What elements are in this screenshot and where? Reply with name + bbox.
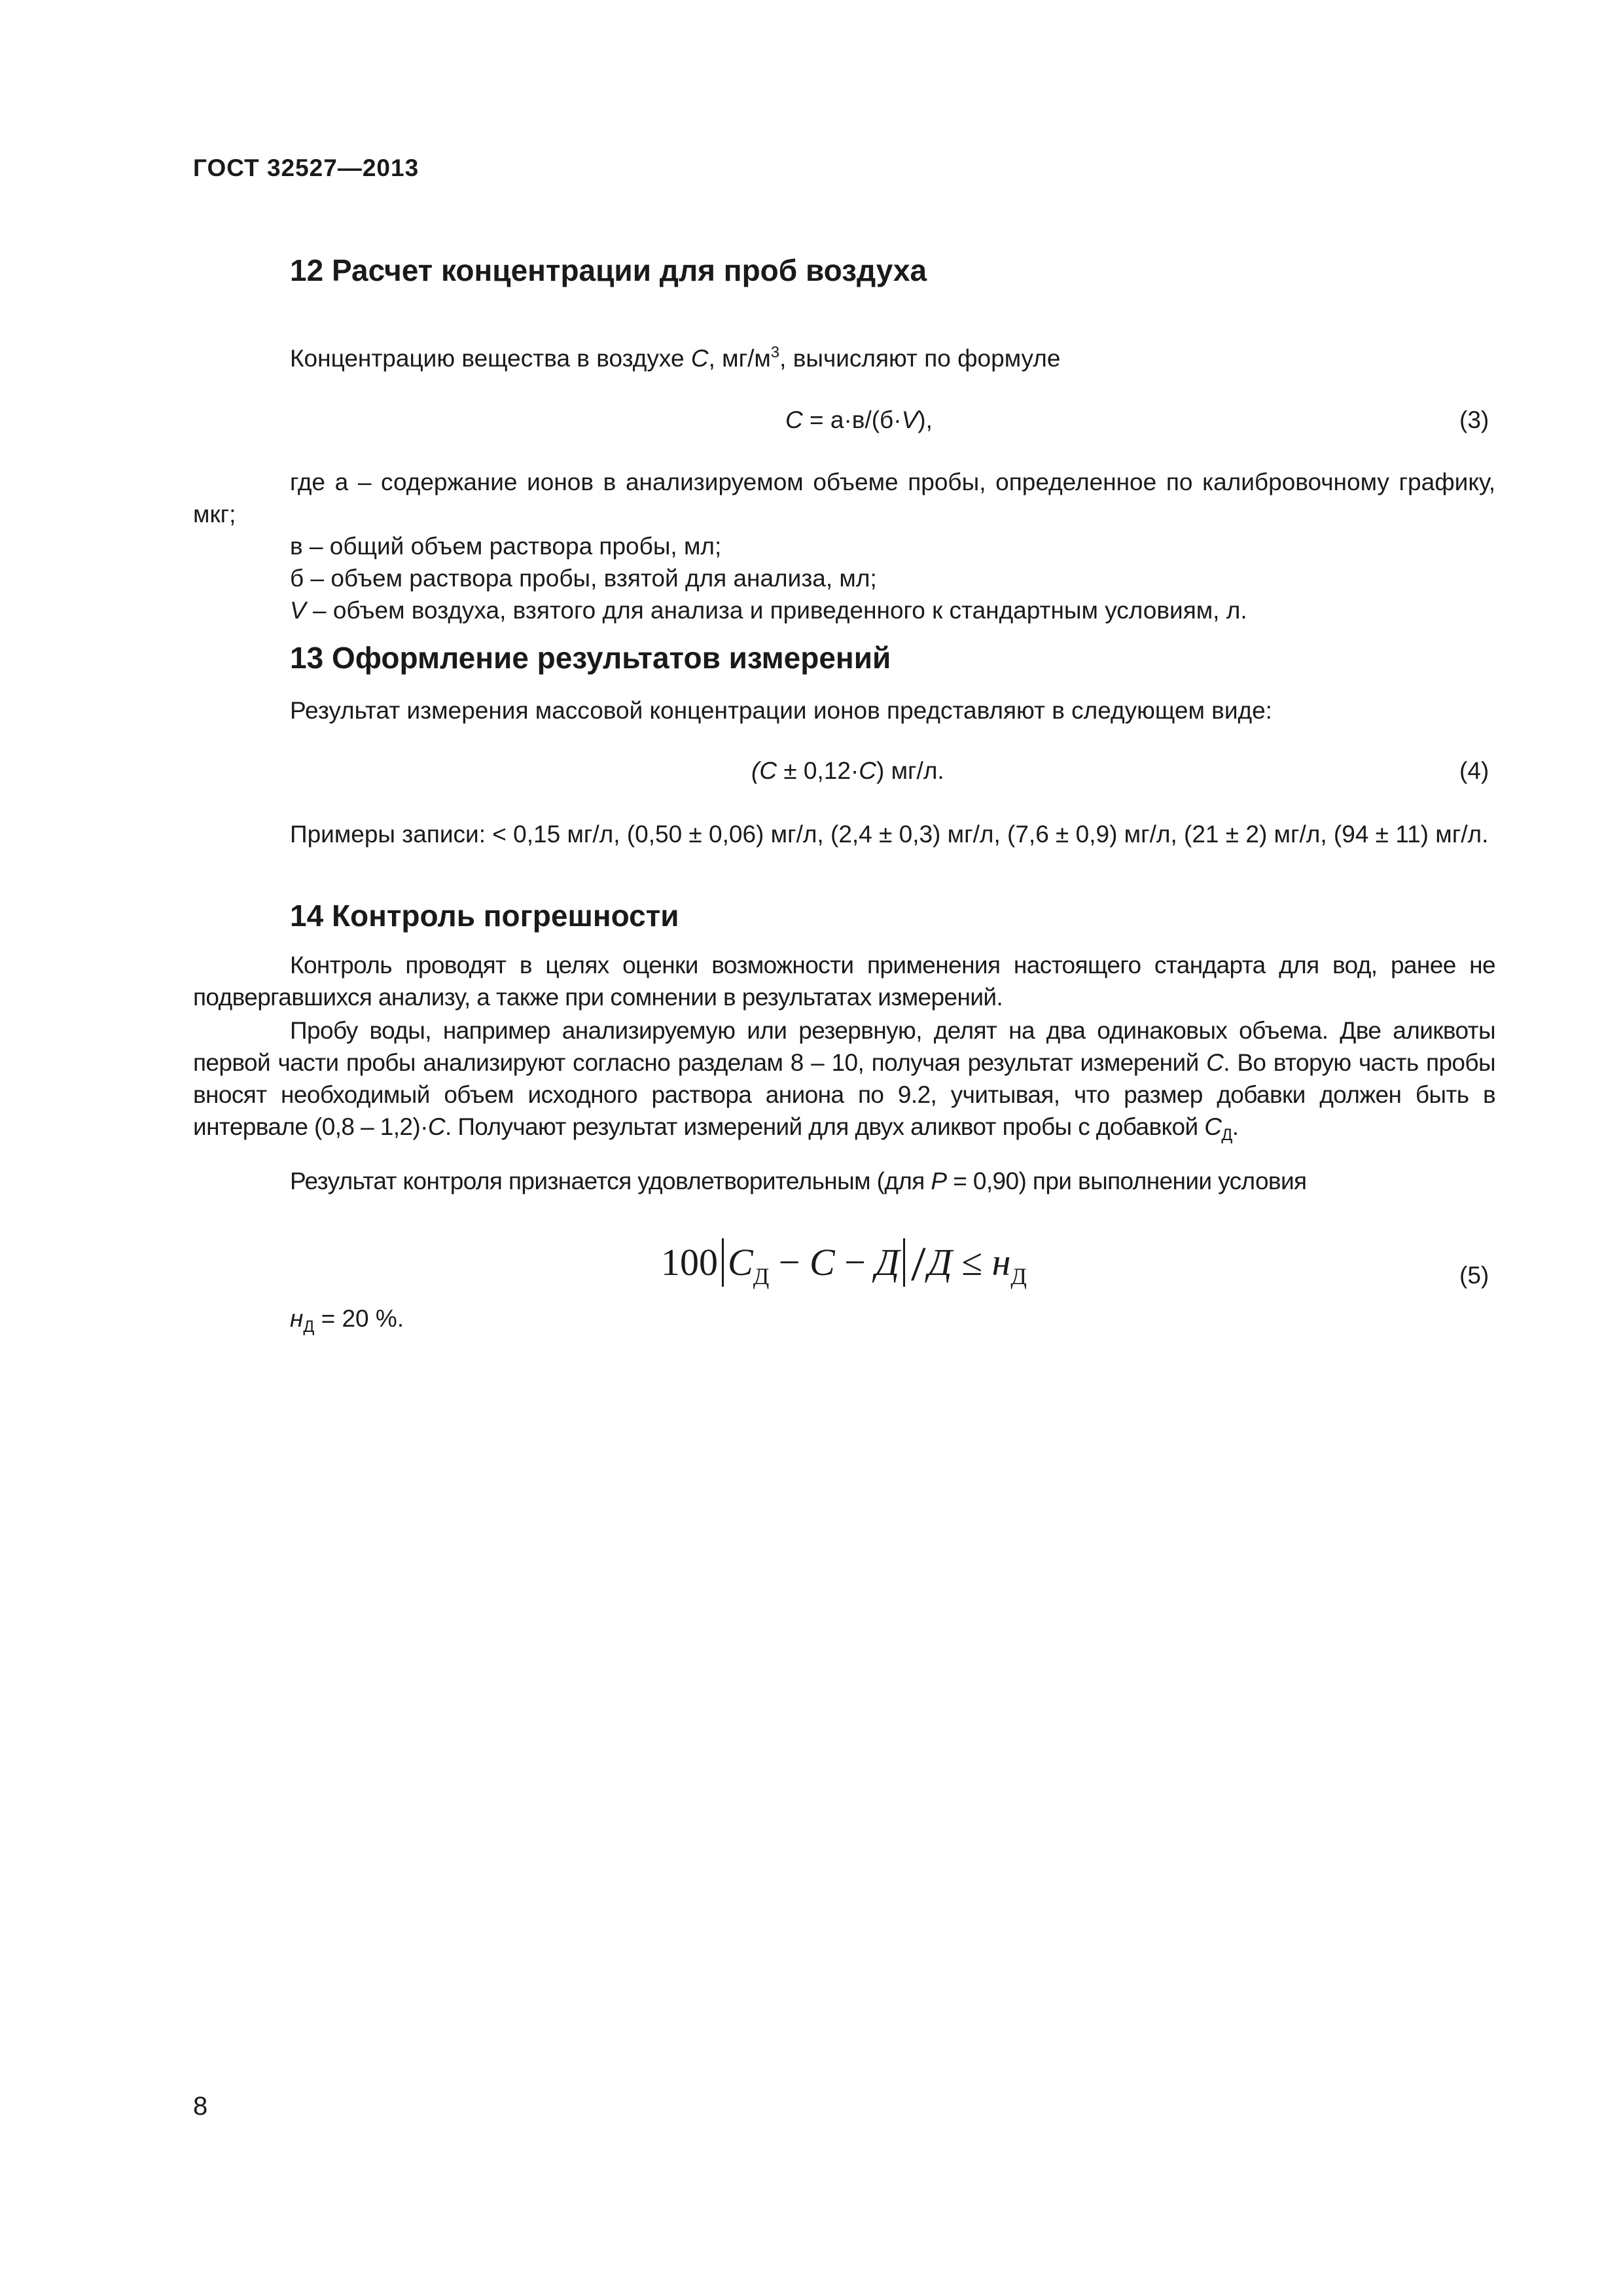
- f5-num: 100: [661, 1241, 718, 1283]
- f5-c: C: [728, 1241, 753, 1283]
- s12-intro-var: C: [690, 345, 709, 372]
- s13-intro: Результат измерения массовой концентрации ионов представляют в следующем виде:: [290, 697, 1272, 724]
- s12-where-V: [290, 594, 1247, 626]
- s14-p2-cd: C: [1204, 1113, 1222, 1140]
- s14-nd-sub: Д: [303, 1318, 315, 1336]
- s12-where-b: б – объем раствора пробы, взятой для анализа, мл;: [290, 565, 877, 592]
- s14-p2-a: Пробу воды, например анализируемую или резервную, делят на два одинаковых объема. Две аликвоты первой части пробы анализируют согласно разделам 8 – 10, получая результат измерений: [193, 1017, 1495, 1076]
- s12-where-v: в – общий объем раствора пробы, мл;: [290, 533, 722, 560]
- s14-p3-p: P: [931, 1168, 947, 1194]
- f5-d1: Д: [875, 1241, 900, 1283]
- page-number: 8: [193, 2092, 208, 2121]
- s14-paragraph-1: Контроль проводят в целях оценки возможности применения настоящего стандарта для вод, ранее не подвергавшихся анализу, а также при сомнении в результатах измерений.: [193, 952, 1495, 1011]
- f5-le: ≤: [952, 1241, 992, 1283]
- s12-intro-mid: , мг/м: [708, 345, 771, 372]
- s13-examples: Примеры записи: < 0,15 мг/л, (0,50 ± 0,06) мг/л, (2,4 ± 0,3) мг/л, (7,6 ± 0,9) мг/л, (21 ± 2) мг/л, (94 ± 11) мг/л.: [290, 821, 1489, 848]
- s14-paragraph-2: [193, 1014, 1495, 1143]
- s12-where-V-text: – объем воздуха, взятого для анализа и приведенного к стандартным условиям, л.: [306, 597, 1247, 624]
- formula-4-open: (: [751, 757, 760, 784]
- f5-minus1: −: [769, 1241, 810, 1283]
- s14-p2-c: . Получают результат измерений для двух аликвот пробы с добавкой: [444, 1113, 1205, 1140]
- s14-p2-b: . Во вторую часть пробы вносят необходимый объем исходного раствора аниона по 9.2, учитывая, что размер добавки должен быть в интервале (0,8 – 1,2)·: [193, 1049, 1495, 1140]
- s12-intro-sup: 3: [770, 344, 780, 361]
- section-12-title: 12 Расчет концентрации для проб воздуха: [290, 253, 927, 287]
- formula-3-v: V: [901, 406, 918, 433]
- s12-intro: [290, 342, 1060, 374]
- s14-p2-c1: C: [1206, 1049, 1224, 1076]
- formula-4-c2: C: [859, 757, 876, 784]
- abs-bar-right: [903, 1238, 905, 1287]
- section-13-title: 13 Оформление результатов измерений: [290, 641, 891, 675]
- formula-4-mid: ± 0,12·: [777, 757, 859, 784]
- s12-where-a: где а – содержание ионов в анализируемом объеме пробы, определенное по калибровочному графику, мкг;: [193, 469, 1495, 528]
- s14-p2-cd-sub: Д: [1221, 1126, 1232, 1144]
- f5-minus2: −: [834, 1241, 876, 1283]
- f5-d2: Д: [927, 1241, 952, 1283]
- section-14-title: 14 Контроль погрешности: [290, 899, 679, 933]
- doc-header: ГОСТ 32527—2013: [193, 154, 419, 181]
- f5-c-sub: Д: [753, 1263, 770, 1289]
- formula-3-c: C: [785, 406, 803, 433]
- formula-3-end: ),: [918, 406, 933, 433]
- s14-nd-var: н: [290, 1305, 304, 1332]
- formula-3-mid: = а·в/(б·: [802, 406, 902, 433]
- s12-intro-pre: Концентрацию вещества в воздухе: [290, 345, 691, 372]
- s14-p3-b: = 0,90) при выполнении условия: [946, 1168, 1307, 1194]
- s14-p3-a: Результат контроля признается удовлетворительным (для: [290, 1168, 931, 1194]
- formula-5: [661, 1237, 1027, 1293]
- formula-4-close: ) мг/л.: [876, 757, 944, 784]
- f5-n: н: [991, 1241, 1011, 1283]
- s14-nd-text: = 20 %.: [314, 1305, 404, 1332]
- s14-p2-c2: C: [427, 1113, 445, 1140]
- formula-3-number: (3): [1459, 406, 1489, 433]
- f5-n-sub: Д: [1010, 1263, 1027, 1289]
- s14-nd-line: [290, 1302, 404, 1335]
- s12-intro-post: , вычисляют по формуле: [779, 345, 1061, 372]
- s12-where-V-var: V: [290, 597, 306, 624]
- s14-paragraph-3: [290, 1165, 1306, 1197]
- f5-slash: /: [911, 1238, 926, 1291]
- formula-3: [785, 406, 933, 434]
- abs-bar-left: [722, 1238, 724, 1287]
- formula-4-number: (4): [1459, 757, 1489, 784]
- s14-p2-end: .: [1232, 1113, 1239, 1140]
- formula-5-number: (5): [1459, 1262, 1489, 1289]
- f5-c2: C: [809, 1241, 835, 1283]
- formula-4-c1: C: [759, 757, 777, 784]
- formula-4: [751, 757, 944, 785]
